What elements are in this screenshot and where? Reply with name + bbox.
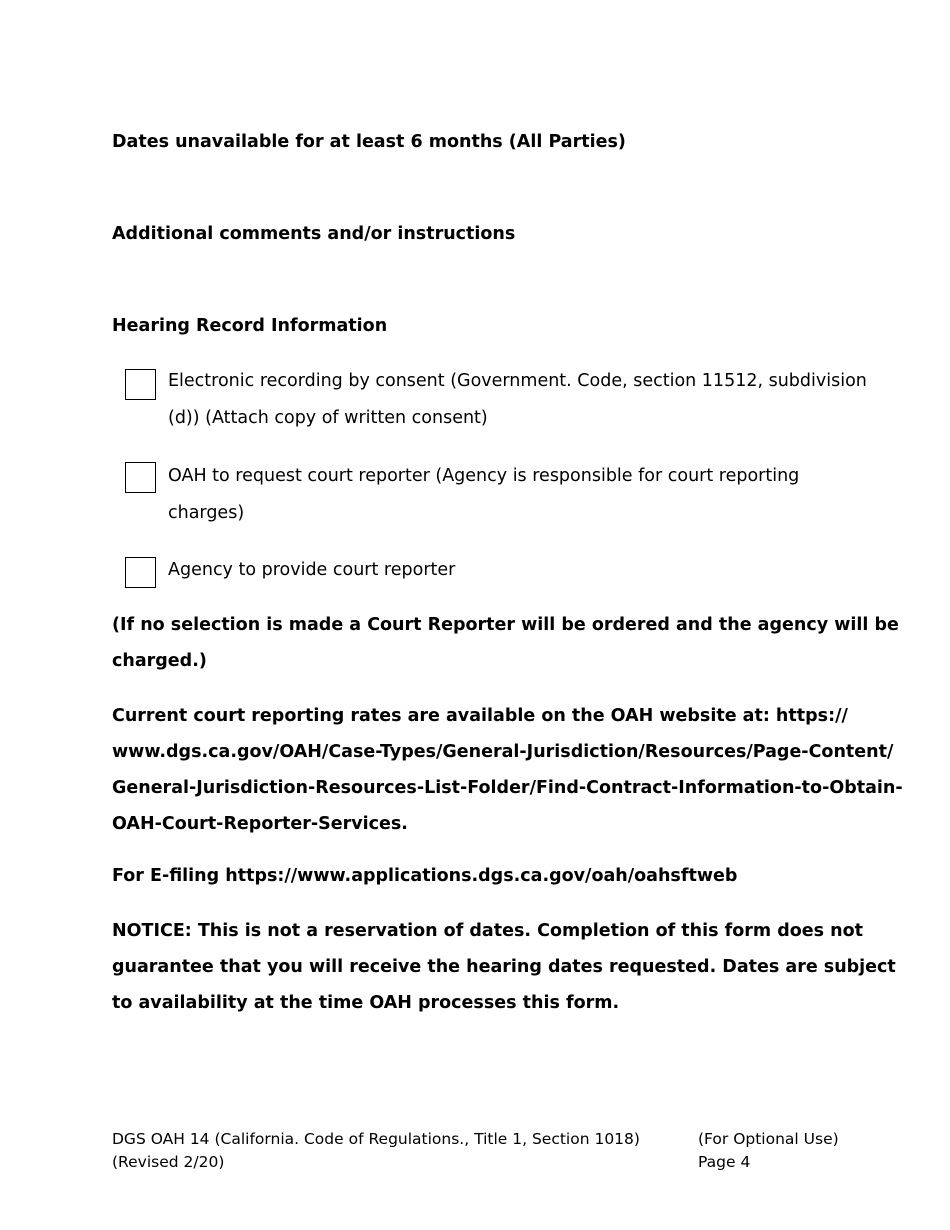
additional-comments-heading: Additional comments and/or instructions — [112, 224, 516, 244]
no-selection-note-line2: charged.) — [112, 651, 207, 671]
footer-revised: (Revised 2/20) — [112, 1153, 225, 1171]
footer-optional-use: (For Optional Use) — [698, 1130, 839, 1148]
oah-court-reporter-checkbox[interactable] — [125, 462, 156, 493]
oah-court-reporter-label-line2: charges) — [168, 503, 245, 523]
rates-note-line3: General-Jurisdiction-Resources-List-Folder/Find-Contract-Information-to-Obtain- — [112, 778, 903, 798]
rates-note-line4: OAH-Court-Reporter-Services. — [112, 814, 408, 834]
rates-note-line2: www.dgs.ca.gov/OAH/Case-Types/General-Jurisdiction/Resources/Page-Content/ — [112, 742, 894, 762]
electronic-recording-label-line2: (d)) (Attach copy of written consent) — [168, 408, 488, 428]
agency-court-reporter-label — [168, 552, 840, 589]
rates-note — [112, 698, 903, 842]
efiling-note: For E-filing https://www.applications.dgs.ca.gov/oah/oahsftweb — [112, 866, 738, 886]
notice-note-line3: to availability at the time OAH processes this form. — [112, 993, 620, 1013]
oah-court-reporter-label-line1: OAH to request court reporter (Agency is responsible for court reporting — [168, 466, 800, 486]
oah-court-reporter-label — [168, 458, 840, 532]
agency-court-reporter-label-line1: Agency to provide court reporter — [168, 560, 456, 580]
electronic-recording-label-line1: Electronic recording by consent (Government. Code, section 11512, subdivision — [168, 371, 867, 391]
footer-form-id: DGS OAH 14 (California. Code of Regulations., Title 1, Section 1018) — [112, 1130, 640, 1148]
rates-note-line1: Current court reporting rates are available on the OAH website at: https:// — [112, 706, 848, 726]
footer-page-number: Page 4 — [698, 1153, 751, 1171]
notice-note-line2: guarantee that you will receive the hearing dates requested. Dates are subject — [112, 957, 896, 977]
notice-note-line1: NOTICE: This is not a reservation of dates. Completion of this form does not — [112, 921, 863, 941]
no-selection-note-line1: (If no selection is made a Court Reporter will be ordered and the agency will be — [112, 615, 899, 635]
agency-court-reporter-checkbox[interactable] — [125, 557, 156, 588]
no-selection-note — [112, 607, 899, 679]
electronic-recording-checkbox[interactable] — [125, 369, 156, 400]
notice-note — [112, 913, 896, 1021]
footer-right — [698, 1128, 839, 1174]
hearing-record-heading: Hearing Record Information — [112, 316, 388, 336]
dates-unavailable-heading: Dates unavailable for at least 6 months (All Parties) — [112, 132, 626, 152]
electronic-recording-label — [168, 363, 867, 437]
footer-left — [112, 1128, 640, 1174]
